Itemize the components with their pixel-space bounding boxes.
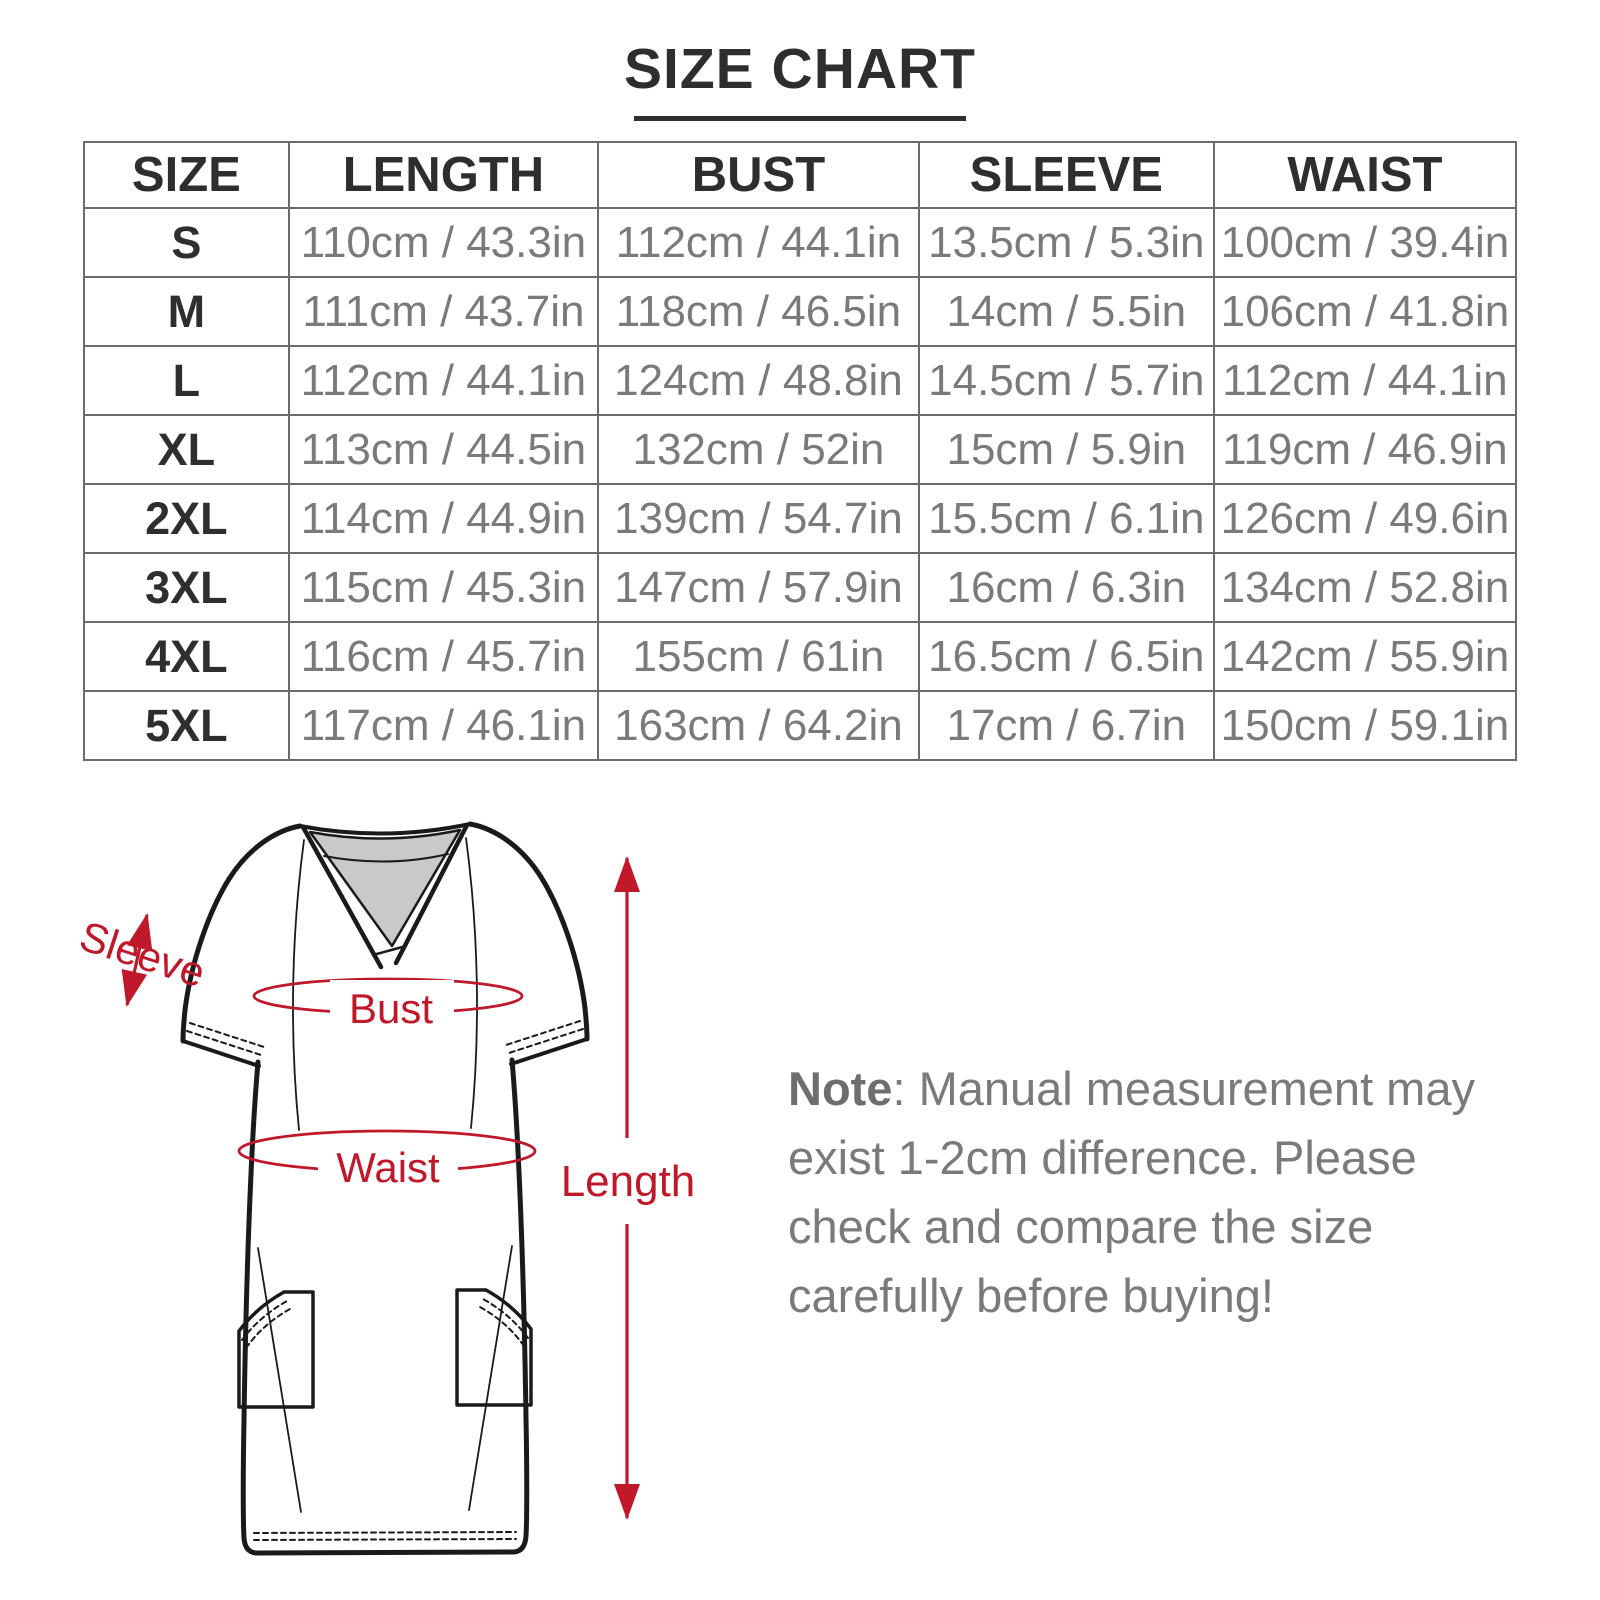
cell-size: S xyxy=(84,208,289,277)
cell-waist: 126cm / 49.6in xyxy=(1214,484,1516,553)
cell-length: 111cm / 43.7in xyxy=(289,277,598,346)
table-row xyxy=(84,484,1516,553)
table-header-row xyxy=(84,142,1516,208)
cell-sleeve: 15.5cm / 6.1in xyxy=(919,484,1214,553)
pocket-right-stitching xyxy=(480,1299,528,1346)
table-row xyxy=(84,553,1516,622)
cell-size: 5XL xyxy=(84,691,289,760)
cell-size: XL xyxy=(84,415,289,484)
title-underline xyxy=(634,116,966,121)
table-row xyxy=(84,346,1516,415)
cell-length: 113cm / 44.5in xyxy=(289,415,598,484)
hem-stitching xyxy=(254,1532,516,1540)
cell-sleeve: 17cm / 6.7in xyxy=(919,691,1214,760)
cell-length: 110cm / 43.3in xyxy=(289,208,598,277)
neck-inner-gray xyxy=(310,830,460,946)
cell-size: 2XL xyxy=(84,484,289,553)
cell-waist: 150cm / 59.1in xyxy=(1214,691,1516,760)
cell-bust: 155cm / 61in xyxy=(598,622,919,691)
cell-sleeve: 14.5cm / 5.7in xyxy=(919,346,1214,415)
sleeve-left-hem xyxy=(183,1041,259,1066)
measurement-annotations xyxy=(74,858,695,1518)
cell-bust: 163cm / 64.2in xyxy=(598,691,919,760)
cell-waist: 119cm / 46.9in xyxy=(1214,415,1516,484)
pocket-left xyxy=(239,1292,313,1407)
table-row xyxy=(84,691,1516,760)
note-line: exist 1-2cm difference. Please xyxy=(788,1131,1417,1184)
sleeve-label: Sleeve xyxy=(74,912,211,997)
body-right-edge xyxy=(512,1060,527,1552)
cell-length: 116cm / 45.7in xyxy=(289,622,598,691)
cell-length: 115cm / 45.3in xyxy=(289,553,598,622)
pocket-right xyxy=(457,1290,531,1405)
fold-line-right xyxy=(469,1246,512,1510)
garment-measurement-diagram xyxy=(0,780,800,1600)
cell-waist: 142cm / 55.9in xyxy=(1214,622,1516,691)
note-line: Note: Manual measurement may xyxy=(788,1062,1475,1115)
fold-line-left xyxy=(258,1248,301,1512)
header-bust: BUST xyxy=(598,142,919,208)
cell-size: M xyxy=(84,277,289,346)
cell-size: 4XL xyxy=(84,622,289,691)
note-line: check and compare the size xyxy=(788,1200,1374,1253)
table-row xyxy=(84,277,1516,346)
cell-waist: 100cm / 39.4in xyxy=(1214,208,1516,277)
cell-bust: 118cm / 46.5in xyxy=(598,277,919,346)
sleeve-right-hem xyxy=(511,1039,587,1064)
sleeve-left-stitching xyxy=(187,1023,264,1055)
bust-label: Bust xyxy=(348,985,434,1032)
sleeve-right-stitching xyxy=(506,1021,583,1053)
cell-bust: 132cm / 52in xyxy=(598,415,919,484)
table-row xyxy=(84,415,1516,484)
body-left-edge xyxy=(243,1062,258,1553)
size-table xyxy=(83,141,1517,761)
pocket-left-stitching xyxy=(242,1301,290,1348)
header-size: SIZE xyxy=(84,142,289,208)
cell-waist: 112cm / 44.1in xyxy=(1214,346,1516,415)
cell-waist: 106cm / 41.8in xyxy=(1214,277,1516,346)
note-text xyxy=(788,1054,1508,1330)
cell-size: 3XL xyxy=(84,553,289,622)
cell-bust: 112cm / 44.1in xyxy=(598,208,919,277)
page-title: SIZE CHART xyxy=(624,37,976,101)
header-length: LENGTH xyxy=(289,142,598,208)
length-label: Length xyxy=(560,1157,696,1206)
cell-length: 114cm / 44.9in xyxy=(289,484,598,553)
cell-sleeve: 16cm / 6.3in xyxy=(919,553,1214,622)
table-row xyxy=(84,208,1516,277)
cell-sleeve: 14cm / 5.5in xyxy=(919,277,1214,346)
cell-size: L xyxy=(84,346,289,415)
cell-sleeve: 16.5cm / 6.5in xyxy=(919,622,1214,691)
cell-sleeve: 15cm / 5.9in xyxy=(919,415,1214,484)
cell-length: 117cm / 46.1in xyxy=(289,691,598,760)
header-sleeve: SLEEVE xyxy=(919,142,1214,208)
cell-bust: 124cm / 48.8in xyxy=(598,346,919,415)
note-bold-word: Note xyxy=(788,1062,893,1115)
note-line: carefully before buying! xyxy=(788,1269,1274,1322)
cell-bust: 147cm / 57.9in xyxy=(598,553,919,622)
header-waist: WAIST xyxy=(1214,142,1516,208)
sleeve-left-outline xyxy=(183,826,300,1041)
bottom-hem xyxy=(256,1552,514,1553)
cell-length: 112cm / 44.1in xyxy=(289,346,598,415)
table-row xyxy=(84,622,1516,691)
cell-sleeve: 13.5cm / 5.3in xyxy=(919,208,1214,277)
cell-waist: 134cm / 52.8in xyxy=(1214,553,1516,622)
cell-bust: 139cm / 54.7in xyxy=(598,484,919,553)
waist-label: Waist xyxy=(336,1144,440,1191)
